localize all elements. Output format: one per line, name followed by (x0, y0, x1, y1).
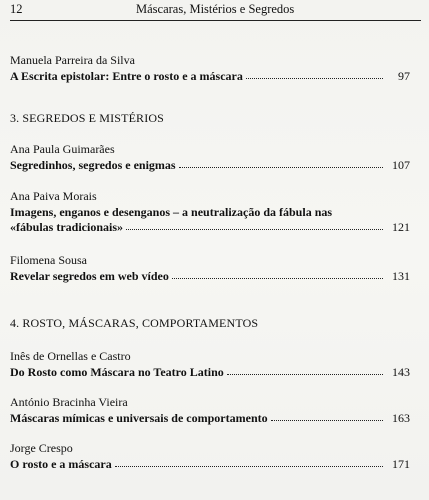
entry-page-number: 97 (398, 68, 410, 83)
entry-page-number: 143 (392, 364, 410, 379)
toc-entry (10, 395, 410, 426)
running-title: Máscaras, Mistérios e Segredos (136, 2, 295, 16)
entry-author: Inês de Ornellas e Castro (10, 349, 131, 363)
section-heading (10, 316, 258, 331)
entry-title-line (10, 269, 410, 285)
entry-title: Do Rosto como Máscara no Teatro Latino (10, 364, 224, 379)
entry-title-second-line: «fábulas tradicionais» (10, 220, 124, 234)
page-header (10, 2, 419, 20)
entry-author: Ana Paula Guimarães (10, 142, 115, 156)
toc-entry (10, 189, 410, 236)
page-number: 12 (10, 2, 23, 16)
entry-title: Máscaras mímicas e universais de comportamento (10, 410, 268, 425)
entry-title-line (10, 365, 410, 381)
dot-leader (172, 275, 383, 279)
entry-author: Manuela Parreira da Silva (10, 53, 135, 67)
entry-title-line (10, 411, 410, 427)
entry-title-line (10, 69, 410, 85)
entry-author: António Bracinha Vieira (10, 395, 128, 409)
entry-title: O rosto e a máscara (10, 456, 112, 471)
toc-entry (10, 441, 410, 472)
dot-leader (246, 75, 383, 79)
entry-title: Segredinhos, segredos e enigmas (10, 157, 176, 172)
entry-author: Filomena Sousa (10, 253, 87, 267)
section-title: ROSTO, MÁSCARAS, COMPORTAMENTOS (22, 316, 259, 330)
entry-author: Jorge Crespo (10, 441, 73, 455)
entry-author: Ana Paiva Morais (10, 189, 97, 203)
dot-leader (227, 371, 383, 375)
entry-title: A Escrita epistolar: Entre o rosto e a máscara (10, 68, 243, 83)
section-title: SEGREDOS E MISTÉRIOS (22, 111, 164, 125)
entry-title: Revelar segredos em web vídeo (10, 268, 169, 283)
entry-title-line (10, 158, 410, 174)
toc-entry (10, 253, 410, 284)
entry-title-first-line: Imagens, enganos e desenganos – a neutralização da fábula nas (10, 204, 333, 219)
entry-title-line (10, 220, 410, 236)
section-heading (10, 111, 164, 126)
entry-page-number: 107 (392, 157, 410, 172)
section-number: 3. (10, 111, 20, 125)
entry-page-number: 163 (392, 410, 410, 425)
dot-leader (126, 226, 383, 230)
section-number: 4. (10, 316, 20, 330)
toc-entry (10, 349, 410, 380)
entry-page-number: 121 (392, 220, 410, 234)
header-rule (10, 20, 421, 21)
entry-title-line (10, 457, 410, 473)
entry-page-number: 131 (392, 268, 410, 283)
toc-entry (10, 142, 410, 173)
dot-leader (179, 164, 383, 168)
entry-page-number: 171 (392, 456, 410, 471)
toc-entry (10, 53, 410, 84)
dot-leader (271, 417, 383, 421)
dot-leader (115, 463, 383, 467)
